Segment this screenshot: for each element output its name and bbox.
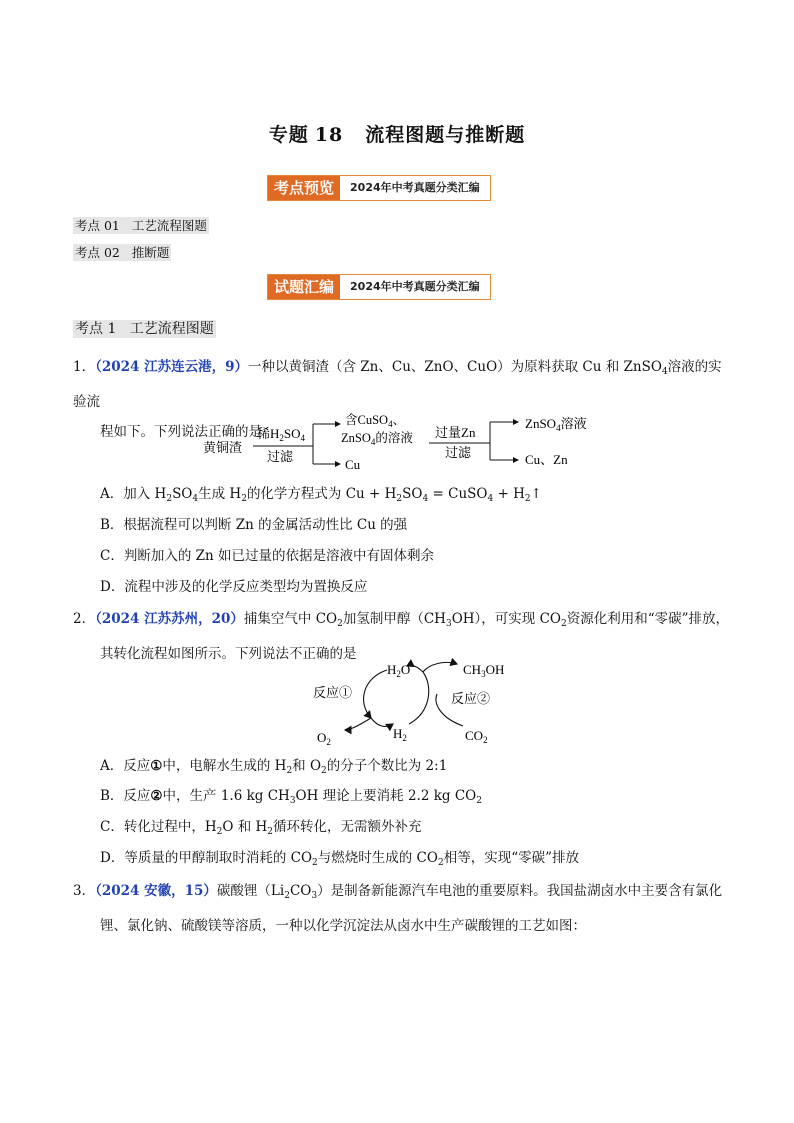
section-heading: 考点 1 工艺流程图题 xyxy=(75,321,214,337)
q2-option-d: D．等质量的甲醇制取时消耗的 $CO_2$与燃烧时生成的 $CO_2$相等，实现“零碳”排放 xyxy=(100,850,580,868)
svg-text:Cu: Cu xyxy=(345,457,361,472)
svg-text:过滤: 过滤 xyxy=(267,449,294,464)
flow-start: 黄铜渣 xyxy=(203,440,243,455)
svg-text:CO2: $CO_2$ xyxy=(465,728,488,745)
svg-text:过滤: 过滤 xyxy=(445,445,472,460)
svg-text:H2: $H_2$ xyxy=(393,726,407,743)
question-1: 1．（2024 江苏连云港，9）一种以黄铜渣（含 Zn、Cu、ZnO、CuO）为原料获取 Cu 和 ZnSO$_4$溶液的实验流 程如下。下列说法正确的是 xyxy=(73,359,722,440)
q1-option-d: D．流程中涉及的化学反应类型均为置换反应 xyxy=(100,579,368,595)
banner-subtitle: 2024年中考真题分类汇编 xyxy=(340,176,490,200)
svg-text:CH3OH: $CH_3OH$ xyxy=(463,662,505,679)
svg-text:ZnSO4溶液: ZnSO$_4$溶液 xyxy=(525,416,587,433)
svg-text:反应②: 反应② xyxy=(451,691,491,706)
svg-text:过量Zn: 过量Zn xyxy=(435,425,476,440)
svg-text:稀H2SO4: 稀$H_2SO_4$ xyxy=(257,426,306,443)
q1-option-c: C．判断加入的 Zn 如已过量的依据是溶液中有固体剩余 xyxy=(100,548,435,564)
svg-text:Cu、Zn: Cu、Zn xyxy=(525,452,568,467)
svg-text:ZnSO4的溶液: ZnSO$_4$的溶液 xyxy=(341,431,413,447)
svg-text:H2O: $H_2O$ xyxy=(387,662,411,679)
svg-text:反应①: 反应① xyxy=(313,685,353,700)
q2-cycle-diagram xyxy=(305,656,535,748)
page-title: 专题 18 流程图题与推断题 xyxy=(268,124,526,146)
q2-option-b: B．反应②中，生产 1.6 kg $CH_3OH$ 理论上要消耗 2.2 kg $CO_2$ xyxy=(100,788,482,806)
banner-tag: 考点预览 xyxy=(268,176,340,200)
exercises-banner xyxy=(267,274,491,300)
q1-option-a: A．加入 $H_2SO_4$生成 $H_2$的化学方程式为 $Cu + H_2SO_4$ = CuSO$_4$ + $H_2↑$ xyxy=(100,486,542,504)
preview-banner xyxy=(267,175,491,201)
q1-option-b: B．根据流程可以判断 Zn 的金属活动性比 Cu 的强 xyxy=(100,517,408,533)
banner-tag: 试题汇编 xyxy=(268,275,340,299)
svg-text:O2: $O_2$ xyxy=(317,730,331,747)
svg-text:含CuSO4、: 含CuSO$_4$、 xyxy=(345,413,406,429)
question-3: 3．（2024 安徽，15）碳酸锂$(Li_2CO_3)$是制备新能源汽车电池的重要原料。我国盐湖卤水中主要含有氯化 锂、氯化钠、硫酸镁等溶质，一种以化学沉淀法从卤水中生产碳酸锂的工艺如图： xyxy=(73,883,723,934)
q2-option-c: C．转化过程中，$H_2O$ 和 $H_2$循环转化，无需额外补充 xyxy=(100,819,422,837)
banner-subtitle: 2024年中考真题分类汇编 xyxy=(340,275,490,299)
preview-item: 考点 02 推断题 xyxy=(75,245,170,260)
q2-option-a: A．反应①中，电解水生成的 $H_2$和 $O_2$的分子个数比为 2:1 xyxy=(100,758,448,776)
question-2: 2．（2024 江苏苏州，20）捕集空气中 $CO_2$加氢制甲醇$(CH_3OH)$，可实现 $CO_2$资源化利用和“零碳”排放， 其转化流程如图所示。下列说法不正确的是 xyxy=(73,611,730,662)
preview-item: 考点 01 工艺流程图题 xyxy=(75,218,207,233)
q1-flow-diagram xyxy=(195,410,615,476)
